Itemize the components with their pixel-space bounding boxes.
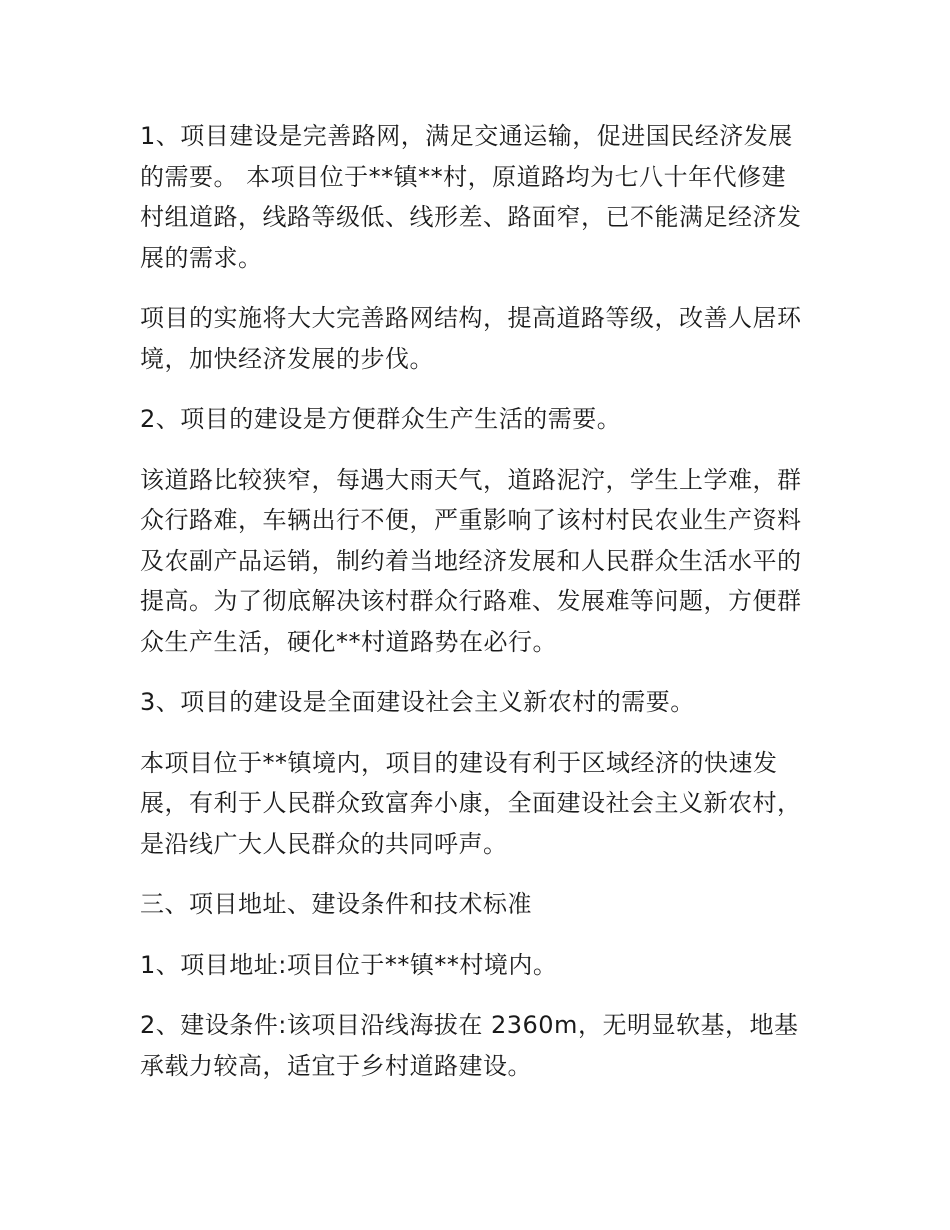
paragraph-2: 项目的实施将大大完善路网结构，提高道路等级，改善人居环境，加快经济发展的步伐。 (140, 304, 802, 373)
paragraph-4: 该道路比较狭窄，每遇大雨天气，道路泥泞，学生上学难，群众行路难，车辆出行不便，严重影响了该村村民农业生产资料及农副产品运销，制约着当地经济发展和人民群众生活水平的提高。为了彻底解决该村群众行路难、发展难等问题，方便群众生产生活，硬化**村道路势在必行。 (140, 465, 802, 656)
paragraph-8: 1、项目地址:项目位于**镇**村境内。 (140, 950, 558, 979)
paragraph-3: 2、项目的建设是方便群众生产生活的需要。 (140, 405, 622, 433)
document-body (140, 116, 808, 1106)
paragraph-5: 3、项目的建设是全面建设社会主义新农村的需要。 (140, 688, 695, 716)
paragraph-9: 2、建设条件:该项目沿线海拔在 2360m，无明显软基，地基承载力较高，适宜于乡村道路建设。 (140, 1011, 799, 1080)
paragraph-6: 本项目位于**镇境内，项目的建设有利于区域经济的快速发展，有利于人民群众致富奔小康，全面建设社会主义新农村，是沿线广大人民群众的共同呼声。 (140, 748, 802, 858)
section-heading: 三、项目地址、建设条件和技术标准 (140, 890, 532, 918)
paragraph-1: 1、项目建设是完善路网，满足交通运输，促进国民经济发展的需要。 本项目位于**镇**村，原道路均为七八十年代修建村组道路，线路等级低、线形差、路面窄，已不能满足经济发展的需求。 (140, 122, 802, 272)
